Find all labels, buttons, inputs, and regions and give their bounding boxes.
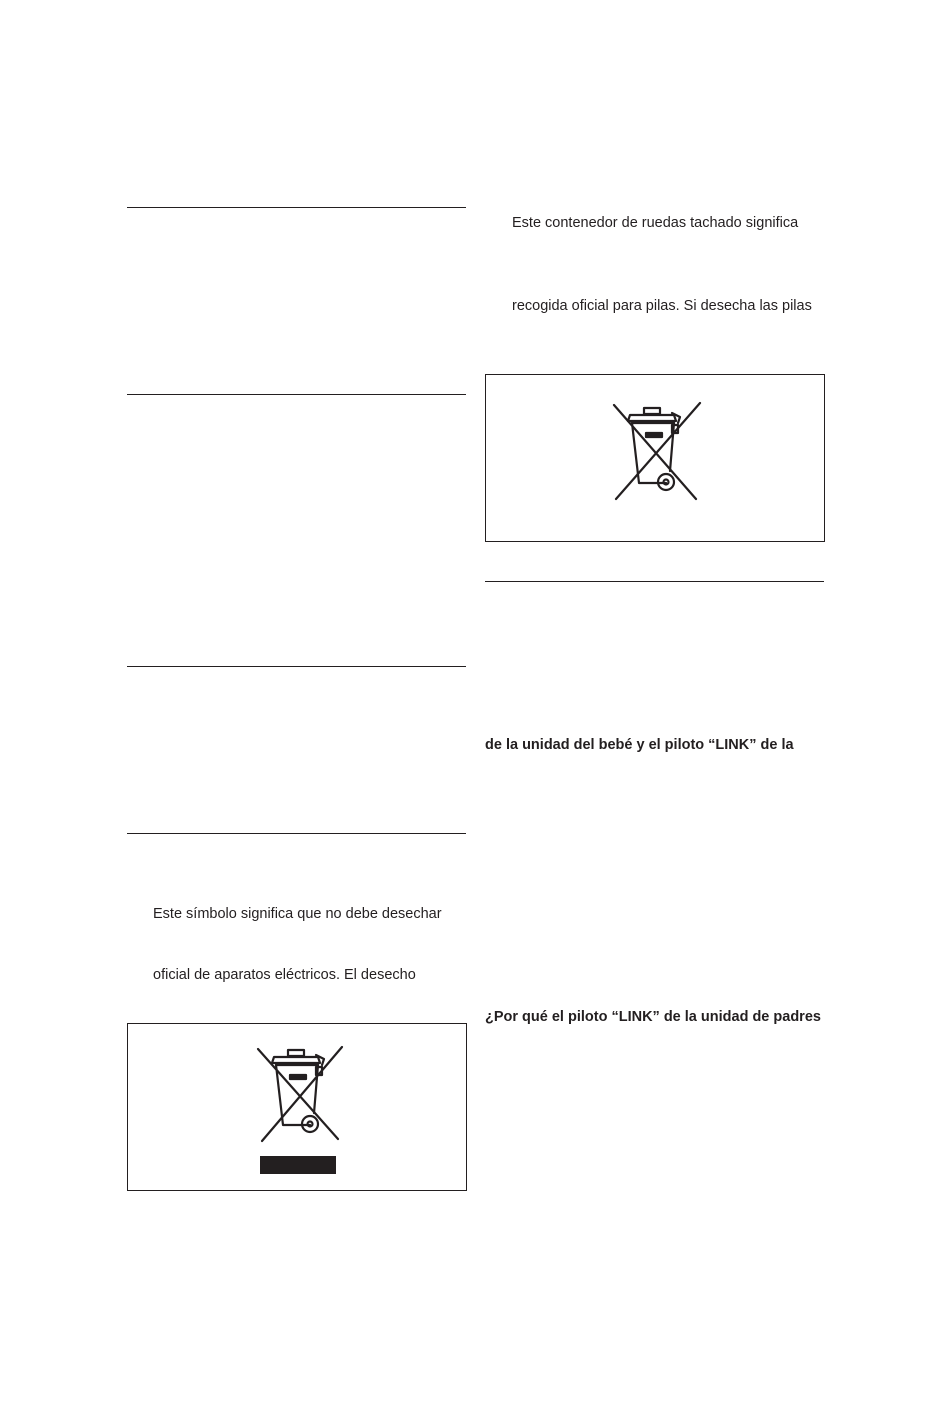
battery-symbol-figure <box>485 374 825 542</box>
left-divider-2 <box>127 394 466 395</box>
link-question-heading: ¿Por qué el piloto “LINK” de la unidad de padres <box>485 1009 821 1025</box>
left-divider-1 <box>127 207 466 208</box>
left-divider-4 <box>127 833 466 834</box>
weee-black-bar <box>260 1156 336 1174</box>
crossed-out-wheelie-bin-icon <box>250 1041 350 1149</box>
battery-bin-text: Este contenedor de ruedas tachado significa <box>512 215 799 231</box>
right-divider-1 <box>485 581 824 582</box>
link-indicator-text: de la unidad del bebé y el piloto “LINK” de la <box>485 737 794 753</box>
weee-symbol-text: Este símbolo significa que no debe desechar <box>153 906 442 922</box>
crossed-out-wheelie-bin-icon <box>606 399 706 507</box>
weee-disposal-text: oficial de aparatos eléctricos. El desecho <box>153 967 416 983</box>
weee-symbol-figure <box>127 1023 467 1191</box>
left-divider-3 <box>127 666 466 667</box>
battery-collection-text: recogida oficial para pilas. Si desecha las pilas <box>512 298 812 314</box>
